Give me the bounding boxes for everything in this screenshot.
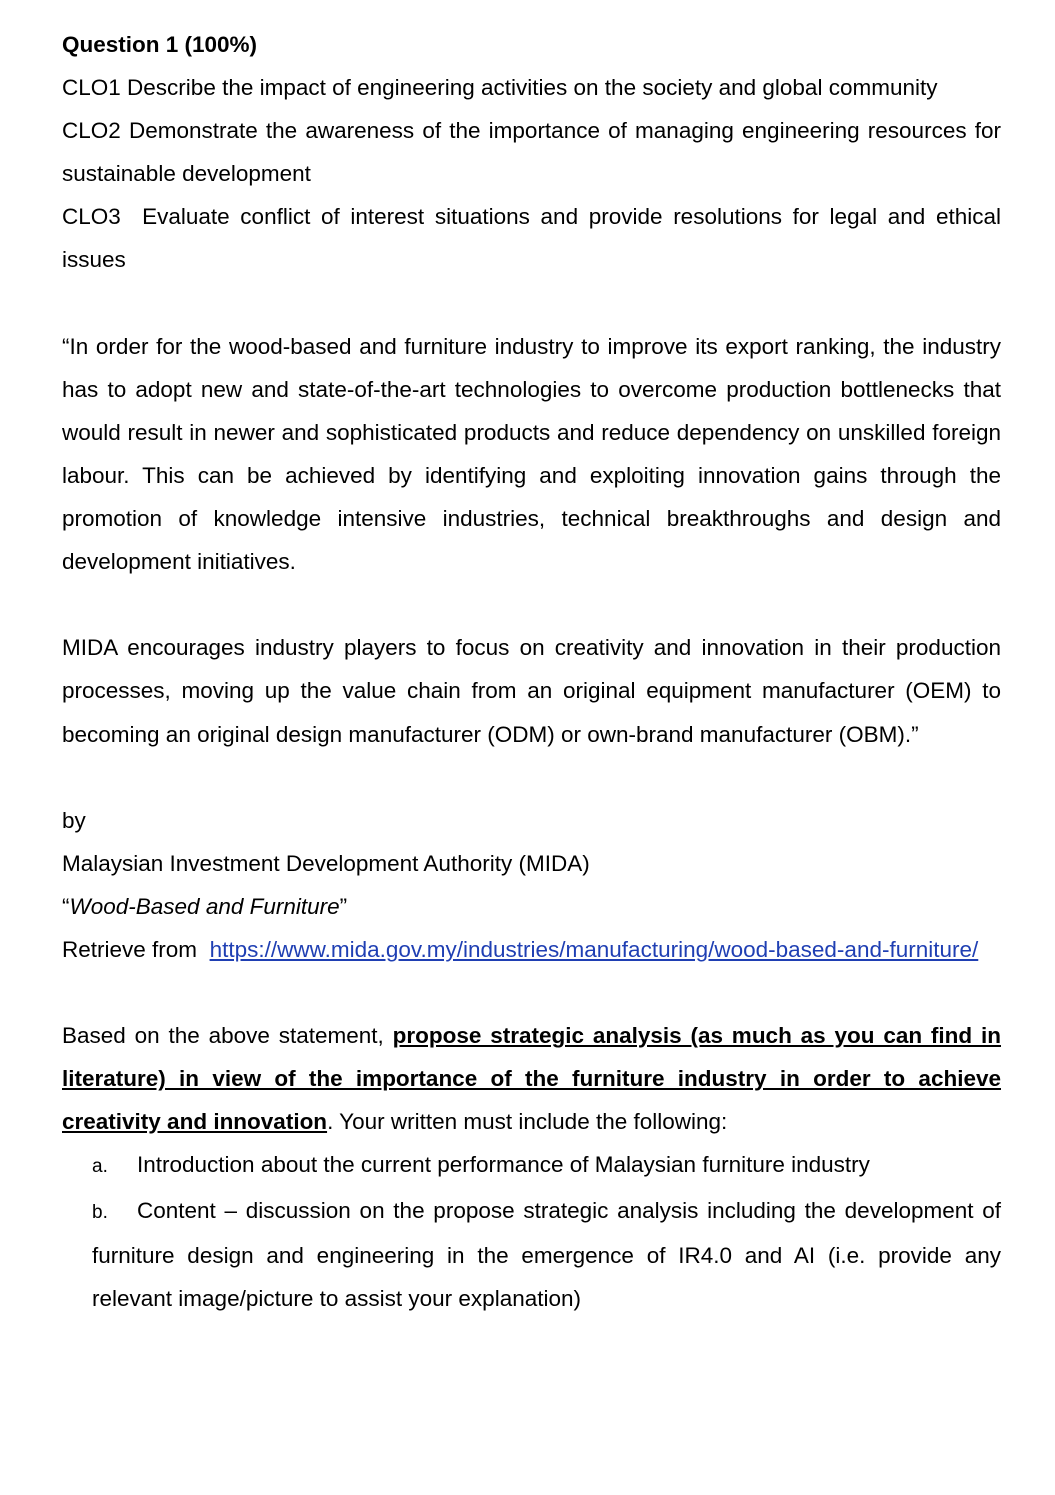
list-item [92,1189,1001,1320]
citation-by: by [62,807,86,833]
quote-paragraph-1: “In order for the wood-based and furniture industry to improve its export ranking, the industry has to adopt new and state-of-the-art technologies to overcome production bottlenecks that would result in newer and sophisticated products and reduce dependency on unskilled foreign labour. This can be achieved by identifying and exploiting innovation gains through the promotion of knowledge intensive industries, technical breakthroughs and design and development initiatives. [62,333,1001,575]
retrieve-label: Retrieve from [62,936,198,962]
list-marker: a. [92,1156,108,1178]
document-page [62,23,1001,1320]
clo-text: Evaluate conflict of interest situations and provide resolutions for legal and ethical issues [62,204,1001,273]
task-emphasis: propose strategic analysis (as much as you can find in literature) in view of the importance of the furniture industry in order to achieve creativity and innovation [62,1023,1001,1135]
clo-text: Demonstrate the awareness of the importance of managing engineering resources for sustainable development [62,118,1001,187]
clo-text: Describe the impact of engineering activities on the society and global community [127,75,938,101]
clo-code: CLO3 [62,204,121,230]
source-link[interactable]: https://www.mida.gov.my/industries/manufacturing/wood-based-and-furniture/ [209,936,979,962]
citation-title-text: Wood-Based and Furniture [69,893,340,919]
list-item-text: Content – discussion on the propose strategic analysis including the development of furniture design and engineering in the emergence of IR4.0 and AI (i.e. provide any relevant image/picture to assist your explanation) [92,1197,1001,1311]
requirements-list [62,1143,1001,1319]
clo-3 [62,195,1001,281]
clo-1 [62,66,1001,109]
quote-paragraph-2: MIDA encourages industry players to focus on creativity and innovation in their production processes, moving up the value chain from an original equipment manufacturer (OEM) to becoming an original design manufacturer (ODM) or own-brand manufacturer (OBM).” [62,635,1001,747]
citation-author: Malaysian Investment Development Authority (MIDA) [62,850,590,876]
list-marker: b. [92,1201,108,1223]
clo-2 [62,109,1001,195]
citation-retrieve [62,928,1001,971]
list-item-text: Introduction about the current performance of Malaysian furniture industry [137,1152,870,1178]
list-item [92,1143,1001,1188]
clo-code: CLO2 [62,118,121,144]
clo-code: CLO1 [62,75,121,101]
task-statement: Based on the above statement, propose strategic analysis (as much as you can find in literature) in view of the importance of the furniture industry in order to achieve creativity and innovation. Your written must include the following: [62,1023,1001,1135]
question-heading: Question 1 (100%) [62,32,258,57]
citation-title: “Wood-Based and Furniture” [62,893,348,919]
